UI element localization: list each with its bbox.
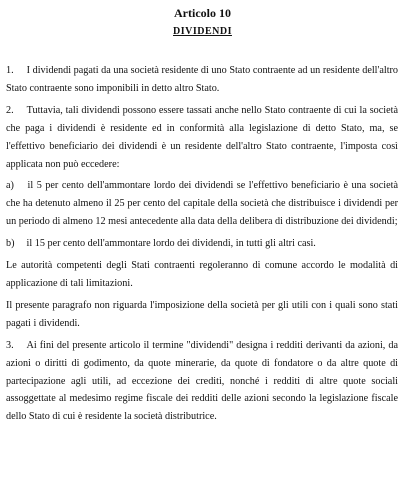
paragraph-text: I dividendi pagati da una società residente di uno Stato contraente ad un residente dell'altro Stato contraente sono imponibili in detto altro Stato. — [6, 65, 399, 94]
paragraph-text: Tuttavia, tali dividendi possono essere tassati anche nello Stato contraente di cui la società che paga i dividendi è residente ed in conformità alla legislazione di detto Stato, ma, se l'effettivo beneficiario dei dividendi è un residente dell'altro Stato contraente, l'imposta così applicata non può eccedere: — [6, 104, 398, 170]
paragraph-number: 1. — [6, 65, 14, 76]
paragraph-text: il 15 per cento dell'ammontare lordo dei dividendi, in tutti gli altri casi. — [26, 238, 316, 250]
paragraph-authorities — [6, 257, 398, 293]
paragraph-3 — [6, 337, 398, 427]
paragraph-1 — [6, 62, 398, 98]
paragraph-number: 2. — [6, 104, 14, 116]
paragraph-number: a) — [6, 180, 14, 192]
paragraph-text: Le autorità competenti degli Stati contraenti regoleranno di comune accordo le modalità di applicazione di tali limitazioni. — [6, 260, 398, 289]
paragraph-text: il 5 per cento dell'ammontare lordo dei dividendi se l'effettivo beneficiario è una società che ha detenuto almeno il 25 per cento del capitale della società che distribuisce i dividendi per un periodo di almeno 12 mesi antecedente alla data della delibera di distribuzione dei dividendi; — [6, 180, 399, 228]
section-heading: DIVIDENDI — [173, 26, 232, 37]
paragraph-scope — [6, 297, 398, 333]
paragraph-text: Il presente paragrafo non riguarda l'imposizione della società per gli utili con i quali sono stati pagati i dividendi. — [6, 299, 398, 329]
article-body — [6, 62, 398, 430]
article-title: Articolo 10 — [174, 6, 231, 20]
paragraph-2 — [6, 102, 398, 174]
paragraph-2b — [6, 235, 398, 253]
paragraph-number: 3. — [6, 339, 14, 351]
paragraph-text: Ai fini del presente articolo il termine "dividendi" designa i redditi derivanti da azioni, da azioni o diritti di godimento, da quote minerarie, da quote di fondatore o da altre quote di partecipazione agli utili, ad eccezione dei crediti, nonché i redditi di altre quote sociali assoggettate al medesimo regime fiscale dei redditi delle azioni secondo la legislazione fiscale dello Stato di cui è residente la società distributrice. — [6, 339, 399, 423]
paragraph-2a — [6, 177, 398, 231]
paragraph-number: b) — [6, 238, 15, 250]
